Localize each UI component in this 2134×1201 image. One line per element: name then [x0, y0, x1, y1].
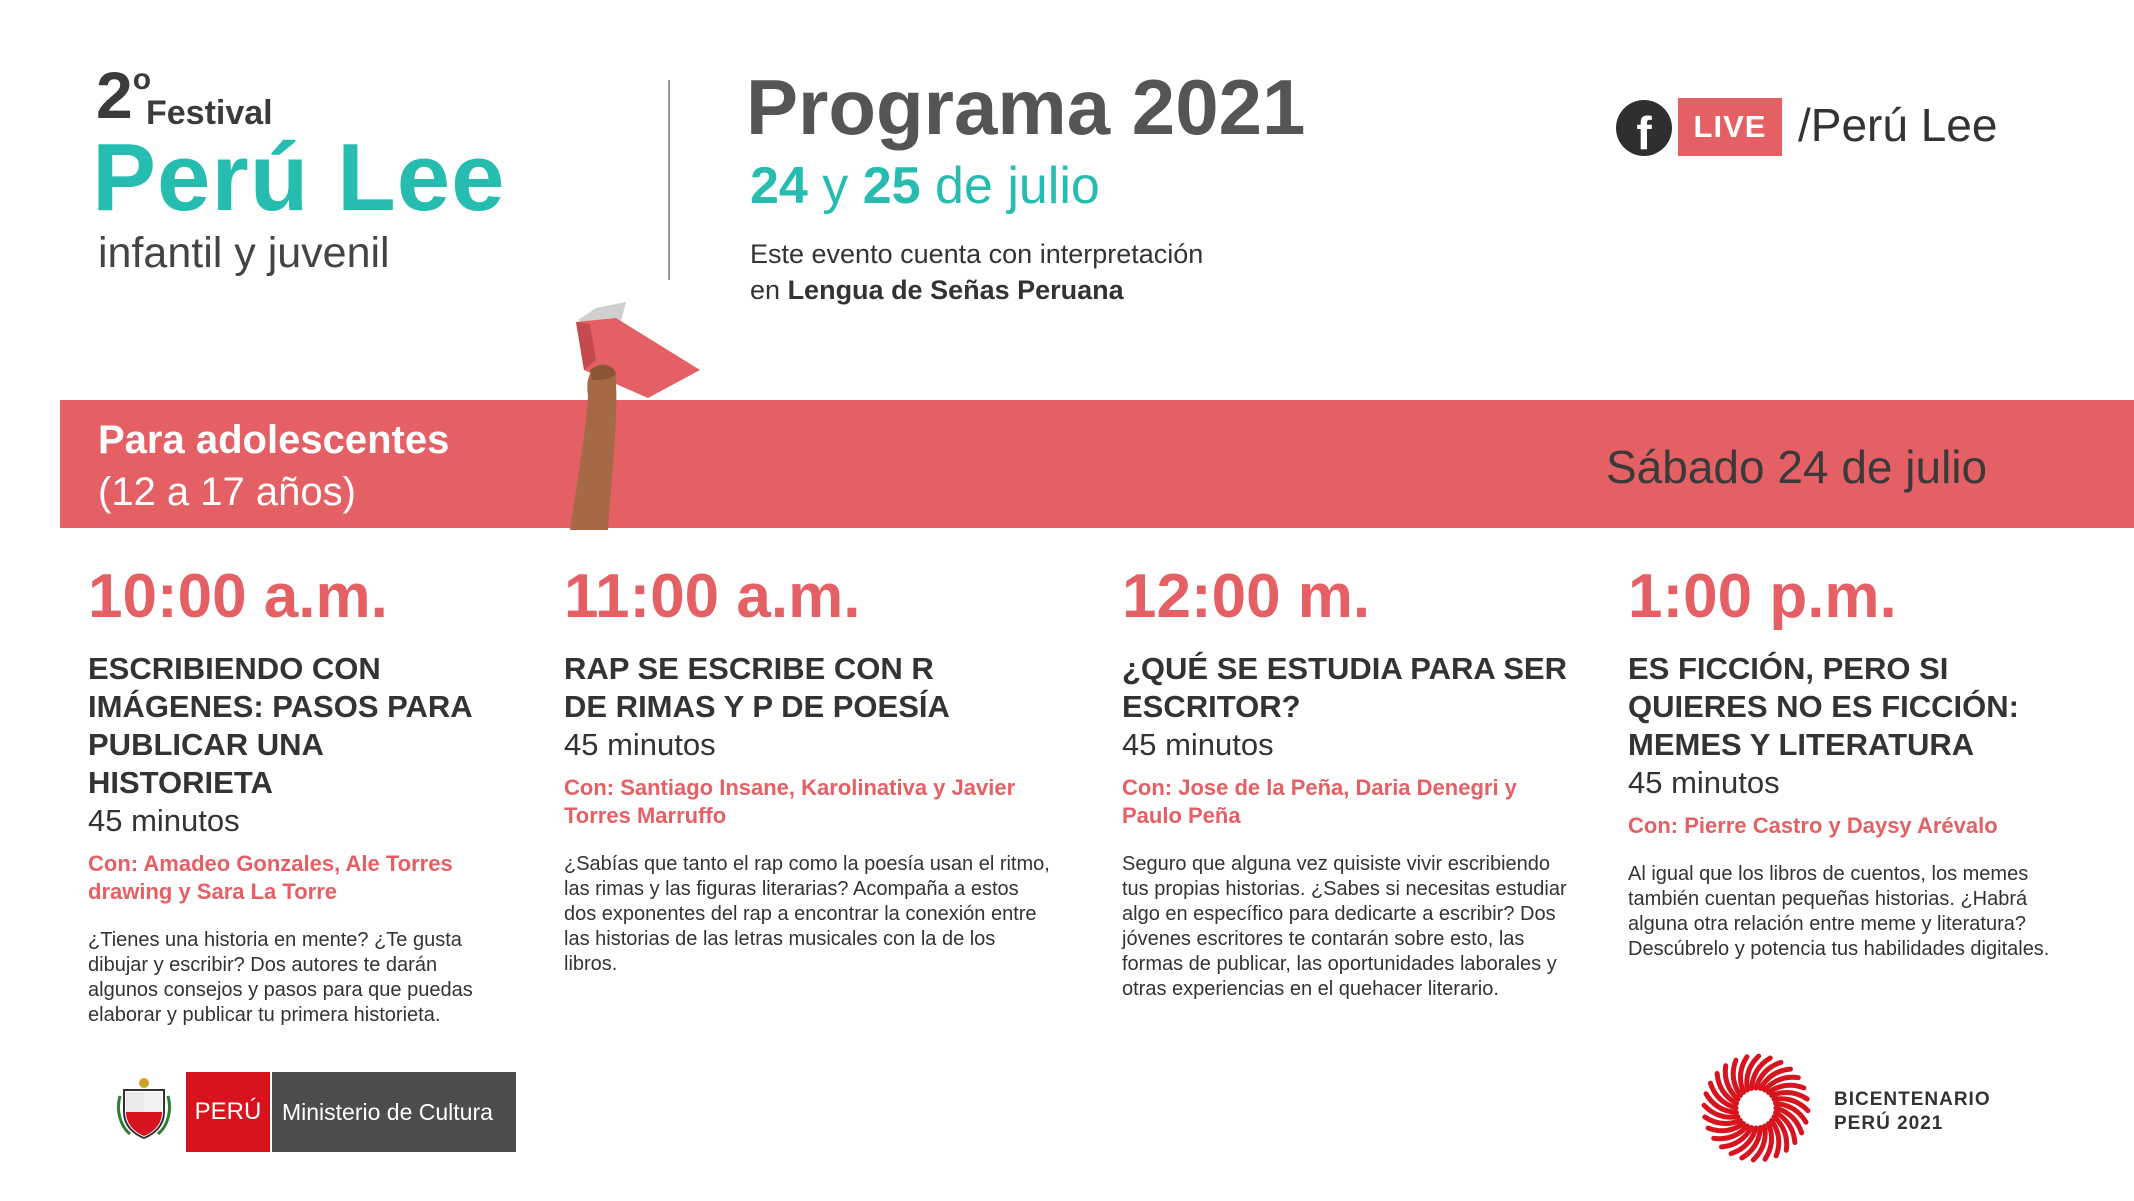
session-time: 12:00 m. [1122, 562, 1371, 631]
band-date: Sábado 24 de julio [1606, 441, 1988, 493]
session-title: ES FICCIÓN, PERO SI QUIERES NO ES FICCIÓN: MEMES Y LITERATURA [1628, 651, 2019, 762]
live-badge[interactable]: LIVE [1678, 98, 1782, 156]
session-3 [1122, 562, 1572, 1002]
date-day2: 25 [862, 157, 921, 215]
bicentenario-line2: PERÚ 2021 [1834, 1113, 1944, 1134]
session-4 [1628, 562, 2078, 962]
session-guests: Con: Amadeo Gonzales, Ale Torres drawing y Sara La Torre [88, 851, 453, 904]
note-bold: Lengua de Señas Peruana [787, 275, 1124, 305]
date-join: y [822, 157, 849, 215]
session-guests: Con: Jose de la Peña, Daria Denegri y Paulo Peña [1122, 775, 1517, 828]
note-prefix: en [750, 275, 781, 305]
bicentenario-line1: BICENTENARIO [1834, 1089, 1991, 1110]
session-title: ESCRIBIENDO CON IMÁGENES: PASOS PARA PUBLICAR UNA HISTORIETA [88, 651, 473, 800]
session-2 [564, 562, 1054, 977]
session-description: Seguro que alguna vez quisiste vivir escribiendo tus propias historias. ¿Sabes si necesitas estudiar algo en específico para dedicarte a escribir? Dos jóvenes escritores te contarán sobre esto, las formas de publicar, las oportunidades laborales y otras experiencias en el quehacer literario. [1122, 853, 1567, 1000]
session-time: 10:00 a.m. [88, 562, 388, 631]
header-divider [668, 80, 670, 280]
hand-holding-book-icon [556, 300, 716, 530]
session-1 [88, 562, 508, 1028]
session-time: 11:00 a.m. [564, 562, 861, 631]
program-dates [750, 157, 1100, 215]
session-guests: Con: Pierre Castro y Daysy Arévalo [1628, 813, 1998, 838]
bicentenario-sun-icon [1700, 1052, 1812, 1164]
coat-of-arms-icon [116, 1076, 172, 1142]
festival-subtitle: infantil y juvenil [98, 229, 390, 277]
festival-edition-suffix: o [132, 63, 152, 96]
session-title: RAP SE ESCRIBE CON R DE RIMAS Y P DE POESÍA [564, 651, 950, 724]
audience-title: Para adolescentes [98, 418, 450, 462]
session-duration: 45 minutos [88, 803, 240, 838]
ministry-label: Ministerio de Cultura [272, 1072, 516, 1152]
note-line1: Este evento cuenta con interpretación [750, 239, 1204, 269]
festival-word: Festival [146, 94, 273, 132]
session-time: 1:00 p.m. [1628, 562, 1897, 631]
peru-label: PERÚ [186, 1072, 270, 1152]
bicentenario-label [1834, 1088, 1991, 1136]
facebook-handle[interactable]: /Perú Lee [1798, 99, 1998, 151]
session-description: ¿Tienes una historia en mente? ¿Te gusta dibujar y escribir? Dos autores te darán algunos consejos y pasos para que puedas elaborar y publicar tu primera historieta. [88, 929, 473, 1026]
session-description: Al igual que los libros de cuentos, los memes también cuentan pequeñas historias. ¿Habrá alguna otra relación entre meme y literatura? Descúbrelo y potencia tus habilidades digitales. [1628, 863, 2050, 960]
session-duration: 45 minutos [1628, 765, 1780, 800]
sign-language-note [750, 236, 1203, 308]
audience-ages: (12 a 17 años) [98, 470, 356, 514]
session-guests: Con: Santiago Insane, Karolinativa y Javier Torres Marruffo [564, 775, 1016, 828]
program-title: Programa 2021 [746, 63, 1306, 151]
date-day1: 24 [750, 157, 808, 215]
festival-name: Perú Lee [92, 124, 506, 231]
festival-edition: 2$^o$ [96, 58, 152, 132]
session-duration: 45 minutos [564, 727, 716, 762]
date-rest: de julio [935, 157, 1100, 215]
session-duration: 45 minutos [1122, 727, 1274, 762]
session-description: ¿Sabías que tanto el rap como la poesía usan el ritmo, las rimas y las figuras literarias? Acompaña a estos dos exponentes del rap a encontrar la conexión entre las historias de las letras musicales con la de los libros. [564, 853, 1050, 975]
facebook-icon[interactable]: f [1616, 100, 1672, 156]
session-title: ¿QUÉ SE ESTUDIA PARA SER ESCRITOR? [1122, 651, 1567, 724]
